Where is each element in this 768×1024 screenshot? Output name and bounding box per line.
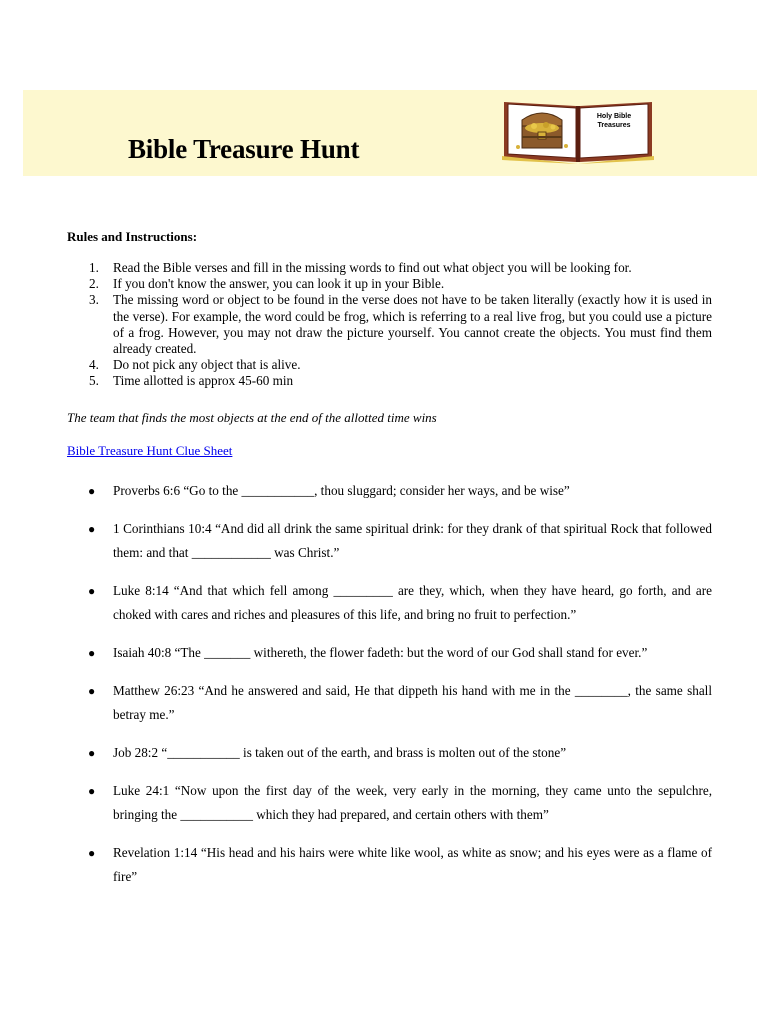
bullet-icon: ● [88,522,96,536]
clue-item: ● 1 Corinthians 10:4 “And did all drink the same spiritual drink: for they drank of that spiritual Rock that followed them: and that ____________ was Christ.” [67,517,712,565]
winner-note: The team that finds the most objects at the end of the allotted time wins [67,410,437,425]
rule-item: 2. If you don't know the answer, you can look it up in your Bible. [89,276,445,292]
clue-item: ● Luke 8:14 “And that which fell among _________ are they, which, when they have heard, go forth, and are choked with cares and riches and pleasures of this life, and bring no fruit to perfection.” [67,579,712,627]
clue-item: ● Matthew 26:23 “And he answered and said, He that dippeth his hand with me in the ________, the same shall betray me.” [67,679,712,727]
svg-text:Treasures: Treasures [597,122,631,129]
rule-item: 4. Do not pick any object that is alive. [89,357,301,373]
clue-item: ● Luke 24:1 “Now upon the first day of the week, very early in the morning, they came unto the sepulchre, bringing the ___________ which they had prepared, and certain others with them” [67,779,712,827]
svg-text:Holy Bible: Holy Bible [596,113,632,120]
rule-item: 1. Read the Bible verses and fill in the missing words to find out what object you will be looking for. [89,260,632,275]
bullet-icon: ● [88,746,96,760]
bullet-icon: ● [88,584,96,598]
bullet-icon: ● [88,684,96,698]
page-title: Bible Treasure Hunt [128,134,360,164]
rule-item: 3. The missing word or object to be found in the verse does not have to be taken literally (exactly how it is used in the verse). For example, the word could be frog, which is referring to a real live frog, but you could use a picture of a frog. However, you may not draw the picture yourself. You cannot create the objects. You must find them already created. [89,292,712,357]
rules-list [67,260,712,390]
holy-bible-treasures-logo [500,96,656,164]
rule-item: 5. Time allotted is approx 45-60 min [89,373,294,389]
bullet-icon: ● [88,646,96,660]
bullet-icon: ● [88,784,96,798]
clue-item: ● Isaiah 40:8 “The _______ withereth, the flower fadeth: but the word of our God shall stand for ever.” [67,641,712,665]
clue-item: ● Revelation 1:14 “His head and his hairs were white like wool, as white as snow; and his eyes were as a flame of fire” [67,841,712,889]
bullet-icon: ● [88,846,96,860]
treasure-chest-icon [516,113,568,149]
rules-heading: Rules and Instructions: [67,229,198,244]
clue-item: ● Proverbs 6:6 “Go to the ___________, thou sluggard; consider her ways, and be wise” [67,479,712,503]
bullet-icon: ● [88,484,96,498]
clue-item: ● Job 28:2 “___________ is taken out of the earth, and brass is molten out of the stone” [67,741,712,765]
clue-list [67,479,712,903]
clue-sheet-link[interactable]: Bible Treasure Hunt Clue Sheet [67,443,233,458]
